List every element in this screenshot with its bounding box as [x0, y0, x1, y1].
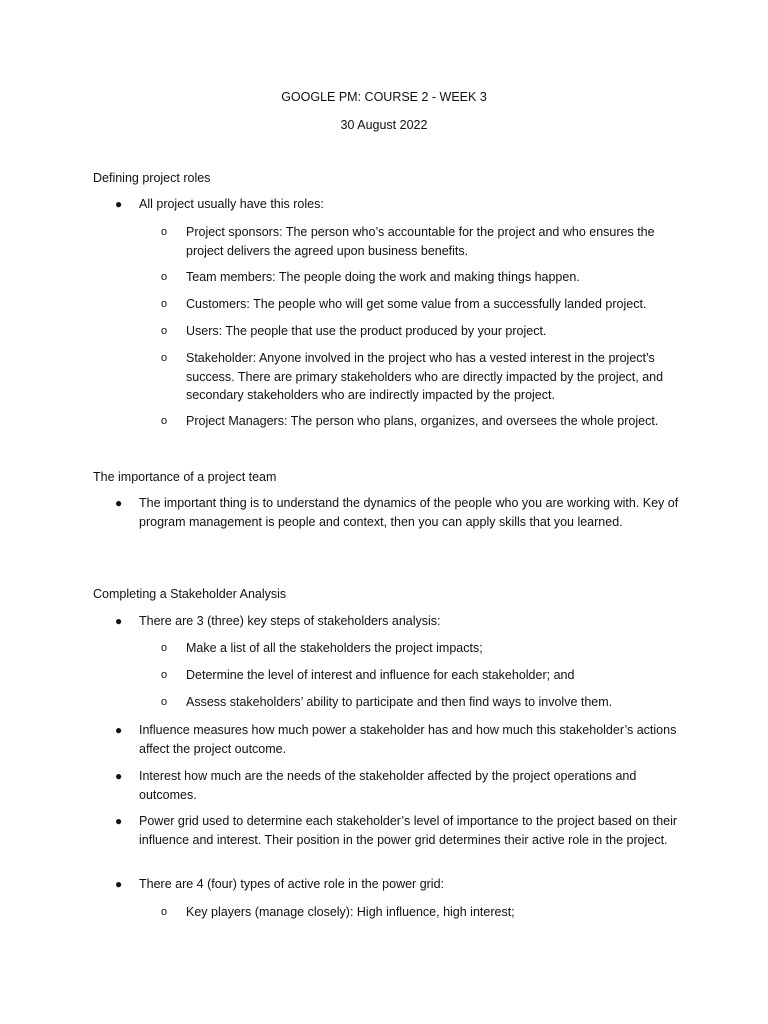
sub-bullet-marker: o — [161, 325, 168, 337]
sub-bullet-item — [161, 268, 686, 287]
sub-bullet-item — [161, 903, 686, 922]
section-heading: Completing a Stakeholder Analysis — [93, 587, 287, 601]
sub-bullet-text: Team members: The people doing the work and making things happen. — [186, 270, 580, 284]
bullet-item — [115, 875, 684, 894]
bullet-marker: ● — [115, 614, 123, 628]
sub-bullet-marker: o — [161, 415, 168, 427]
sub-bullet-marker: o — [161, 906, 168, 918]
sub-bullet-item — [161, 412, 686, 431]
sub-bullet-item — [161, 223, 686, 260]
sub-bullet-marker: o — [161, 696, 168, 708]
bullet-item — [115, 195, 684, 214]
bullet-text: All project usually have this roles: — [139, 197, 324, 211]
bullet-item — [115, 494, 684, 531]
sub-bullet-text: Assess stakeholders’ ability to participate and then find ways to involve them. — [186, 695, 613, 709]
bullet-marker: ● — [115, 496, 123, 510]
sub-bullet-item — [161, 295, 686, 314]
section-heading: The importance of a project team — [93, 470, 277, 484]
bullet-text: Interest how much are the needs of the stakeholder affected by the project operations and outcomes. — [139, 769, 637, 802]
document-date: 30 August 2022 — [340, 118, 428, 132]
sub-bullet-item — [161, 639, 686, 658]
bullet-text: There are 3 (three) key steps of stakeholders analysis: — [139, 614, 441, 628]
sub-bullet-item — [161, 322, 686, 341]
bullet-text: There are 4 (four) types of active role in the power grid: — [139, 877, 445, 891]
bullet-item — [115, 721, 684, 758]
bullet-text: Power grid used to determine each stakeholder’s level of importance to the project based on their influence and interest. Their position in the power grid determines their active role in the project. — [139, 814, 678, 847]
sub-bullet-item — [161, 693, 686, 712]
bullet-text: Influence measures how much power a stakeholder has and how much this stakeholder’s actions affect the project outcome. — [139, 723, 677, 756]
bullet-text: The important thing is to understand the dynamics of the people who you are working with. Key of program management is people and context, then you can apply skills that you learned. — [139, 496, 679, 529]
sub-bullet-item — [161, 349, 686, 405]
sub-bullet-text: Users: The people that use the product produced by your project. — [186, 324, 547, 338]
sub-bullet-text: Project Managers: The person who plans, organizes, and oversees the whole project. — [186, 414, 659, 428]
sub-bullet-text: Customers: The people who will get some value from a successfully landed project. — [186, 297, 647, 311]
sub-bullet-text: Determine the level of interest and influence for each stakeholder; and — [186, 668, 575, 682]
section-heading: Defining project roles — [93, 171, 211, 185]
bullet-marker: ● — [115, 877, 123, 891]
bullet-marker: ● — [115, 814, 123, 828]
sub-bullet-marker: o — [161, 298, 168, 310]
bullet-marker: ● — [115, 723, 123, 737]
sub-bullet-text: Project sponsors: The person who’s accountable for the project and who ensures the project delivers the agreed upon business benefits. — [186, 225, 655, 258]
sub-bullet-text: Stakeholder: Anyone involved in the project who has a vested interest in the project’s success. There are primary stakeholders who are directly impacted by the project, and secondary stakeholders who are indirectly impacted by the project. — [186, 351, 664, 402]
bullet-item — [115, 767, 684, 804]
sub-bullet-item — [161, 666, 686, 685]
sub-bullet-marker: o — [161, 352, 168, 364]
document-title: GOOGLE PM: COURSE 2 - WEEK 3 — [281, 90, 487, 104]
bullet-item — [115, 612, 684, 631]
bullet-marker: ● — [115, 197, 123, 211]
sub-bullet-marker: o — [161, 642, 168, 654]
sub-bullet-marker: o — [161, 226, 168, 238]
sub-bullet-marker: o — [161, 271, 168, 283]
sub-bullet-text: Make a list of all the stakeholders the project impacts; — [186, 641, 483, 655]
sub-bullet-marker: o — [161, 669, 168, 681]
bullet-marker: ● — [115, 769, 123, 783]
sub-bullet-text: Key players (manage closely): High influence, high interest; — [186, 905, 515, 919]
bullet-item — [115, 812, 684, 849]
